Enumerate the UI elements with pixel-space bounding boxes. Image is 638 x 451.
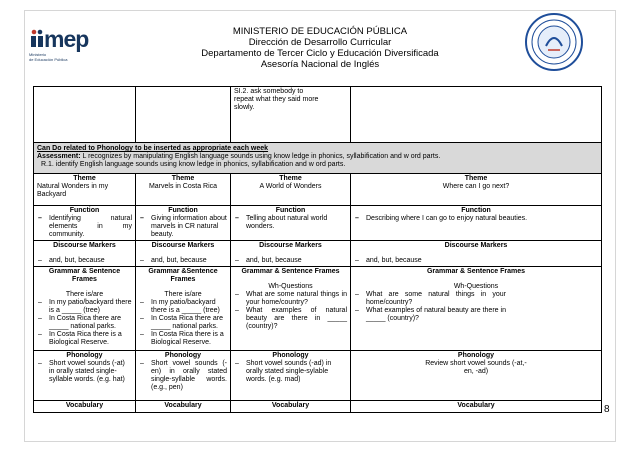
document-header <box>150 26 490 70</box>
phonology-3: – Short vowel sounds (-ad) in orally stated single-sylable words. (e.g. mad) <box>246 360 347 384</box>
vocabulary-label: Vocabulary <box>231 401 351 413</box>
theme-label: Theme <box>171 175 195 182</box>
discourse-label: Discourse Markers <box>259 242 322 249</box>
grammar-sub: There is/are <box>164 291 202 298</box>
mep-wordmark: mep <box>44 26 89 52</box>
phonology-1: – Short vowel sounds (-at) in orally stated single-syllable words. (e.g. hat) <box>49 360 132 384</box>
seal-icon <box>524 12 584 72</box>
advisory-title: Asesoría Nacional de Inglés <box>260 59 380 70</box>
phonology-label: Phonology <box>457 352 495 359</box>
can-do-title: Can Do related to Phonology to be inserted as appropriate each week <box>37 145 269 152</box>
discourse-row <box>34 241 602 267</box>
assessment-label: Assessment: <box>37 153 81 160</box>
grammar-sub: Wh-Questions <box>268 283 313 290</box>
theme-label: Theme <box>73 175 96 182</box>
grammar-sub: Wh-Questions <box>453 283 499 290</box>
function-4: – Describing where I can go to enjoy natural beauties. <box>366 215 598 223</box>
function-3: – Telling about natural world wonders. <box>246 215 347 231</box>
function-label: Function <box>275 207 306 214</box>
discourse-label: Discourse Markers <box>53 242 116 249</box>
grammar-item: – In Costa Rica there are _____ national parks. <box>49 315 132 331</box>
discourse-item: – and, but, because <box>49 257 132 265</box>
grammar-item: – What examples of natural beauty are there in _____ (country)? <box>246 307 347 331</box>
grammar-label: Grammar & Sentence Frames <box>241 268 340 275</box>
assessment-text: L recognizes by manipulating English language sounds using know ledge in phonics, syllabification and w ord parts. <box>80 153 441 160</box>
grammar-row <box>34 267 602 351</box>
grammar-item: – In Costa Rica there is a Biological Reserve. <box>151 331 227 347</box>
grammar-item: – What are some natural things in your home/country? <box>366 291 506 307</box>
grammar-label: Grammar &Sentence Frames <box>148 268 218 283</box>
theme-label: Theme <box>279 175 302 182</box>
mep-subtitle: Ministerio de Educación Pública <box>29 52 68 62</box>
grammar-item: – In my patio/backyard there is a _____ (tree) <box>151 299 227 315</box>
discourse-item: – and, but, because <box>366 257 598 265</box>
ministry-title: MINISTERIO DE EDUCACIÓN PÚBLICA <box>232 26 408 37</box>
phonology-label: Phonology <box>66 352 103 359</box>
department-title: Departamento de Tercer Ciclo y Educación Diversificada <box>201 48 439 59</box>
strategy-text: SI.2. ask somebody to repeat what they said more slowly. <box>234 88 319 111</box>
grammar-label: Grammar & Sentence Frames <box>48 268 121 283</box>
vocabulary-row <box>34 401 602 413</box>
theme-label: Theme <box>464 175 488 182</box>
table-row <box>34 87 602 143</box>
phonology-label: Phonology <box>272 352 309 359</box>
page-number: 8 <box>604 404 610 415</box>
discourse-item: – and, but, because <box>151 257 227 265</box>
phonology-4: Review short vowel sounds (-at,-en, -ad) <box>425 360 527 375</box>
can-do-row <box>34 143 602 174</box>
function-label: Function <box>69 207 100 214</box>
r1-text: R.1. identify English language sounds using know ledge in phonics, syllabification and w ord parts. <box>41 161 346 168</box>
grammar-item: – What are some natural things in your home/country? <box>246 291 347 307</box>
function-2: – Giving information about marvels in CR natural beauty. <box>151 215 227 239</box>
discourse-item: – and, but, because <box>246 257 347 265</box>
vocabulary-label: Vocabulary <box>351 401 602 413</box>
theme-2: Marvels in Costa Rica <box>148 183 218 190</box>
phonology-2: – Short vowel sounds (-en) in orally stated single-syllable words. (e.g., pen) <box>151 360 227 392</box>
grammar-item: – In my patio/backyard there is a _____ (tree) <box>49 299 132 315</box>
curriculum-table <box>33 86 602 413</box>
theme-3: A World of Wonders <box>259 183 322 190</box>
grammar-item: – In Costa Rica there are _____ national parks. <box>151 315 227 331</box>
vocabulary-label: Vocabulary <box>34 401 136 413</box>
grammar-sub: There is/are <box>65 291 104 298</box>
function-label: Function <box>461 207 491 214</box>
phonology-label: Phonology <box>164 352 202 359</box>
function-row <box>34 206 602 241</box>
function-1: – Identifying natural elements in my community. <box>49 215 132 239</box>
function-label: Function <box>168 207 198 214</box>
directorate-title: Dirección de Desarrollo Curricular <box>248 37 392 48</box>
theme-row <box>34 174 602 206</box>
phonology-row <box>34 351 602 401</box>
discourse-label: Discourse Markers <box>444 242 508 249</box>
discourse-label: Discourse Markers <box>151 242 215 249</box>
grammar-item: – In Costa Rica there is a Biological Reserve. <box>49 331 132 347</box>
mep-logo <box>29 28 109 68</box>
vocabulary-label: Vocabulary <box>136 401 231 413</box>
grammar-label: Grammar & Sentence Frames <box>426 268 526 275</box>
theme-4: Where can I go next? <box>442 183 510 190</box>
theme-1: Natural Wonders in my Backyard <box>37 183 109 198</box>
grammar-item: – What examples of natural beauty are there in _____ (country)? <box>366 307 506 323</box>
